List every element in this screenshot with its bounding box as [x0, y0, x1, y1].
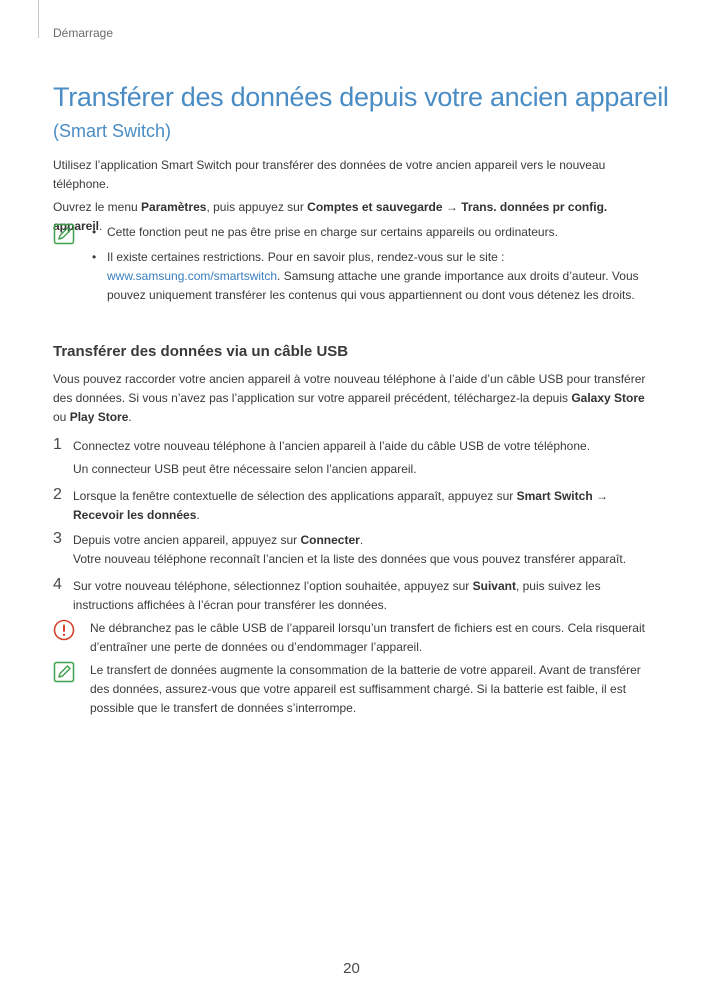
step-2-arrow: → [592, 489, 608, 503]
note-2-text: Le transfert de données augmente la consommation de la batterie de votre appareil. Avant de transférer des données, assurez-vous que votre appareil est suffisamment chargé. Si la batterie est faible, il est possible que le transfert de données s’interrompe. [90, 663, 641, 715]
menu-path-middle: , puis appuyez sur [206, 200, 308, 214]
usb-intro-or: ou [53, 410, 70, 424]
step-1-subtext: Un connecteur USB peut être nécessaire selon l’ancien appareil. [73, 462, 417, 476]
usb-intro-end: . [128, 410, 132, 424]
menu-accounts-backup: Comptes et sauvegarde [307, 200, 443, 214]
step-number: 1 [53, 436, 62, 453]
intro-paragraph [53, 156, 653, 194]
step-2-text: Lorsque la fenêtre contextuelle de sélection des applications apparaît, appuyez sur [73, 489, 517, 503]
step-3 [53, 531, 653, 569]
step-1-text: Connectez votre nouveau téléphone à l’ancien appareil à l’aide du câble USB de votre téléphone. [73, 439, 591, 453]
smartswitch-link[interactable]: www.samsung.com/smartswitch [107, 269, 278, 283]
menu-transfer-data: Trans. données pr config. appareil [53, 200, 608, 233]
note-pencil-icon [53, 223, 75, 245]
step-4 [53, 577, 653, 615]
galaxy-store-label: Galaxy Store [571, 391, 645, 405]
note-bullet-2 [87, 248, 653, 305]
note-pencil-icon [53, 661, 75, 683]
step-3-subtext: Votre nouveau téléphone reconnaît l’ancien et la liste des données que vous pouvez transférer apparaît. [73, 552, 627, 566]
note-bullet-2-pre: Il existe certaines restrictions. Pour en savoir plus, rendez-vous sur le site : [107, 250, 505, 264]
step-3-text: Depuis votre ancien appareil, appuyez sur [73, 533, 301, 547]
page-subtitle: (Smart Switch) [53, 121, 172, 141]
step-4-text: Sur votre nouveau téléphone, sélectionnez l’option souhaitée, appuyez sur [73, 579, 473, 593]
menu-path-suffix: . [99, 219, 103, 233]
note-box-1 [53, 223, 653, 311]
warning-icon [53, 619, 75, 641]
usb-section-heading: Transférer des données via un câble USB [53, 343, 349, 360]
note-bullet-2-post: . Samsung attache une grande importance aux droits d’auteur. Vous pouvez uniquement transférer les contenus qui vous appartiennent ou dont vous détenez les droits. [107, 269, 639, 302]
step-number: 4 [53, 576, 62, 593]
menu-path-prefix: Ouvrez le menu [53, 200, 142, 214]
next-label: Suivant [472, 579, 516, 593]
receive-data-label: Recevoir les données [73, 508, 197, 522]
warning-text: Ne débranchez pas le câble USB de l’appareil lorsqu’un transfert de fichiers est en cours. Cela risquerait d’entraîner une perte de données ou d’endommager l’appareil. [90, 621, 645, 654]
step-4-end: , puis suivez les instructions affichées à l’écran pour transférer les données. [73, 579, 601, 612]
step-number: 3 [53, 530, 62, 547]
usb-intro-text: Vous pouvez raccorder votre ancien appareil à votre nouveau téléphone à l’aide d’un câble USB pour transférer des données. Si vous n’avez pas l’application sur votre appareil précédent, téléchargez-la depuis [53, 372, 646, 405]
note-bullet-1: • Cette fonction peut ne pas être prise en charge sur certains appareils ou ordinateurs. [87, 223, 653, 242]
intro-text: Utilisez l’application Smart Switch pour transférer des données de votre ancien appareil vers le nouveau téléphone. [53, 158, 606, 191]
warning-box [53, 619, 653, 657]
connect-label: Connecter [300, 533, 360, 547]
step-3-end: . [359, 533, 364, 547]
step-1 [53, 437, 653, 479]
note-box-2 [53, 661, 653, 718]
header-divider [38, 0, 39, 38]
step-number: 2 [53, 486, 62, 503]
section-label: Démarrage [53, 26, 114, 40]
menu-path-arrow: → [442, 200, 462, 214]
step-2 [53, 487, 653, 525]
step-2-end: . [196, 508, 200, 522]
page-title: Transférer des données depuis votre ancien appareil [53, 82, 669, 112]
menu-settings: Paramètres [141, 200, 207, 214]
usb-intro-paragraph [53, 370, 653, 427]
play-store-label: Play Store [69, 410, 129, 424]
page-number: 20 [343, 960, 360, 977]
smart-switch-label: Smart Switch [516, 489, 593, 503]
